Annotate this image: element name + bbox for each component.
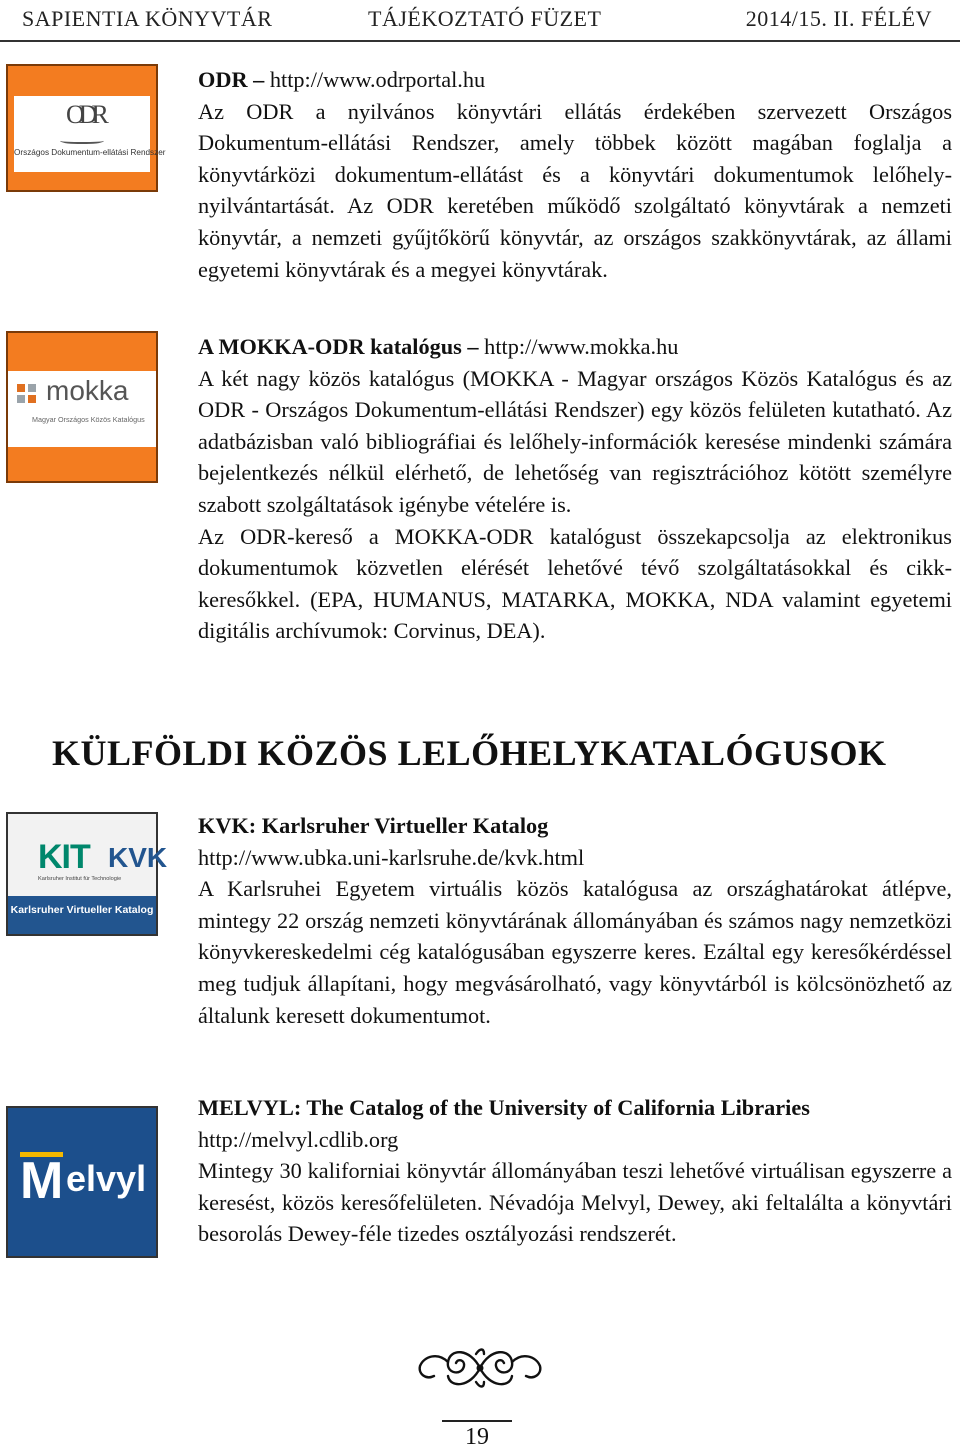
mokka-section — [198, 331, 952, 647]
melvyl-logo — [6, 1106, 158, 1258]
odr-logo — [6, 64, 166, 192]
page-number-rule — [442, 1420, 512, 1422]
header-library: SAPIENTIA KÖNYVTÁR — [22, 6, 273, 31]
odr-logo-caption: Országos Dokumentum-ellátási Rendszer — [14, 148, 166, 157]
kit-logo-text: KIT — [38, 838, 90, 876]
kvk-logo-text: KVK — [108, 842, 168, 873]
odr-url-link[interactable]: http://www.odrportal.hu — [264, 67, 486, 92]
odr-search-description: Az ODR-kereső a MOKKA-ODR katalógust összekapcsolja az elektronikus dokumentumok közvetlen elérését lehetővé tévő szolgáltatásokkal és cikk-keresőkkel. (EPA, HUMANUS, MATARKA, MOKKA, NDA valamint egyetemi digitális archívumok: Corvinus, DEA). — [198, 523, 952, 644]
mokka-description: A két nagy közös katalógus (MOKKA - Magyar országos Közös Katalógus és az ODR - Országos Dokumentum-ellátási Rendszer) egy közös felületen kutatható. Az adatbázisban való bibliográfiai és lelőhely-információk keresése mindenki számára bejelentkezés nélkül elérhető, de lehetőség van regisztrációhoz kötött személyre szabott szolgáltatások igénybe vételére is. — [198, 365, 952, 517]
mokka-url-link[interactable]: http://www.mokka.hu — [478, 334, 679, 359]
kvk-section — [198, 810, 952, 1031]
melvyl-logo-word: elvyl — [66, 1158, 147, 1199]
page-number: 19 — [465, 1424, 489, 1450]
odr-description: Az ODR a nyilvános könyvtári ellátás érdekében szervezett Országos Dokumentum-ellátási Rendszer, amely többek között magában foglalja a könyvtárközi dokumentum-ellátást és a könyvtári dokumentumok lelőhely-nyilvántartását. Az ODR keretében működő szolgáltató könyvtárak a nemzeti könyvtár, a nemzeti gyűjtőkörű könyvtár, az országos szakkönyvtárak, az állami egyetemi könyvtárak és a megyei könyvtárak. — [198, 98, 952, 282]
melvyl-description: Mintegy 30 kaliforniai könyvtár állományában teszi lehetővé virtuálisan egyszerre a keresést, közös keresőfelületen. Névadója Melvyl, Dewey, aki feltalálta a könyvtári besorolás Dewey-féle tizedes osztályozási rendszerét. — [198, 1158, 952, 1247]
kvk-description: A Karlsruhei Egyetem virtuális közös katalógusa az országhatárokat átlépve, mintegy 22 ország nemzeti könyvtárának állományában és számos nagy nemzetközi könyvkereskedelmi cég katalógusában egyszerre keres. Ezáltal egy keresőkérdéssel meg tudjuk állapítani, hogy megvásárolható, vagy könyvtárból is kölcsönözhető az általunk keresett dokumentumot. — [198, 876, 952, 1028]
mokka-title: A MOKKA-ODR katalógus – — [198, 334, 479, 359]
kit-subtitle: Karlsruher Institut für Technologie — [38, 876, 122, 882]
header-semester: 2014/15. II. FÉLÉV — [745, 6, 932, 31]
header-booklet: TÁJÉKOZTATÓ FÜZET — [368, 6, 602, 31]
ornament-icon — [410, 1338, 550, 1398]
melvyl-m-glyph: M — [20, 1152, 64, 1210]
mokka-logo — [6, 331, 158, 483]
book-icon — [60, 136, 104, 144]
kvk-logo-caption: Karlsruher Virtueller Katalog — [10, 904, 154, 916]
mokka-symbol-icon — [16, 383, 38, 405]
running-header — [0, 0, 960, 42]
kvk-url-link[interactable]: http://www.ubka.uni-karlsruhe.de/kvk.html — [198, 844, 585, 870]
odr-logo-letters: ODR — [66, 100, 103, 129]
melvyl-url-link[interactable]: http://melvyl.cdlib.org — [198, 1126, 399, 1152]
melvyl-section — [198, 1092, 952, 1250]
kvk-title: KVK: Karlsruher Virtueller Katalog — [198, 813, 549, 838]
mokka-logo-caption: Magyar Országos Közös Katalógus — [32, 415, 145, 424]
odr-title: ODR – — [198, 67, 265, 92]
kvk-logo — [6, 812, 168, 936]
mokka-logo-word: mokka — [46, 375, 129, 406]
section-title: KÜLFÖLDI KÖZÖS LELŐHELYKATALÓGUSOK — [52, 733, 887, 773]
odr-section — [198, 64, 952, 285]
melvyl-title: MELVYL: The Catalog of the University of California Libraries — [198, 1095, 810, 1120]
